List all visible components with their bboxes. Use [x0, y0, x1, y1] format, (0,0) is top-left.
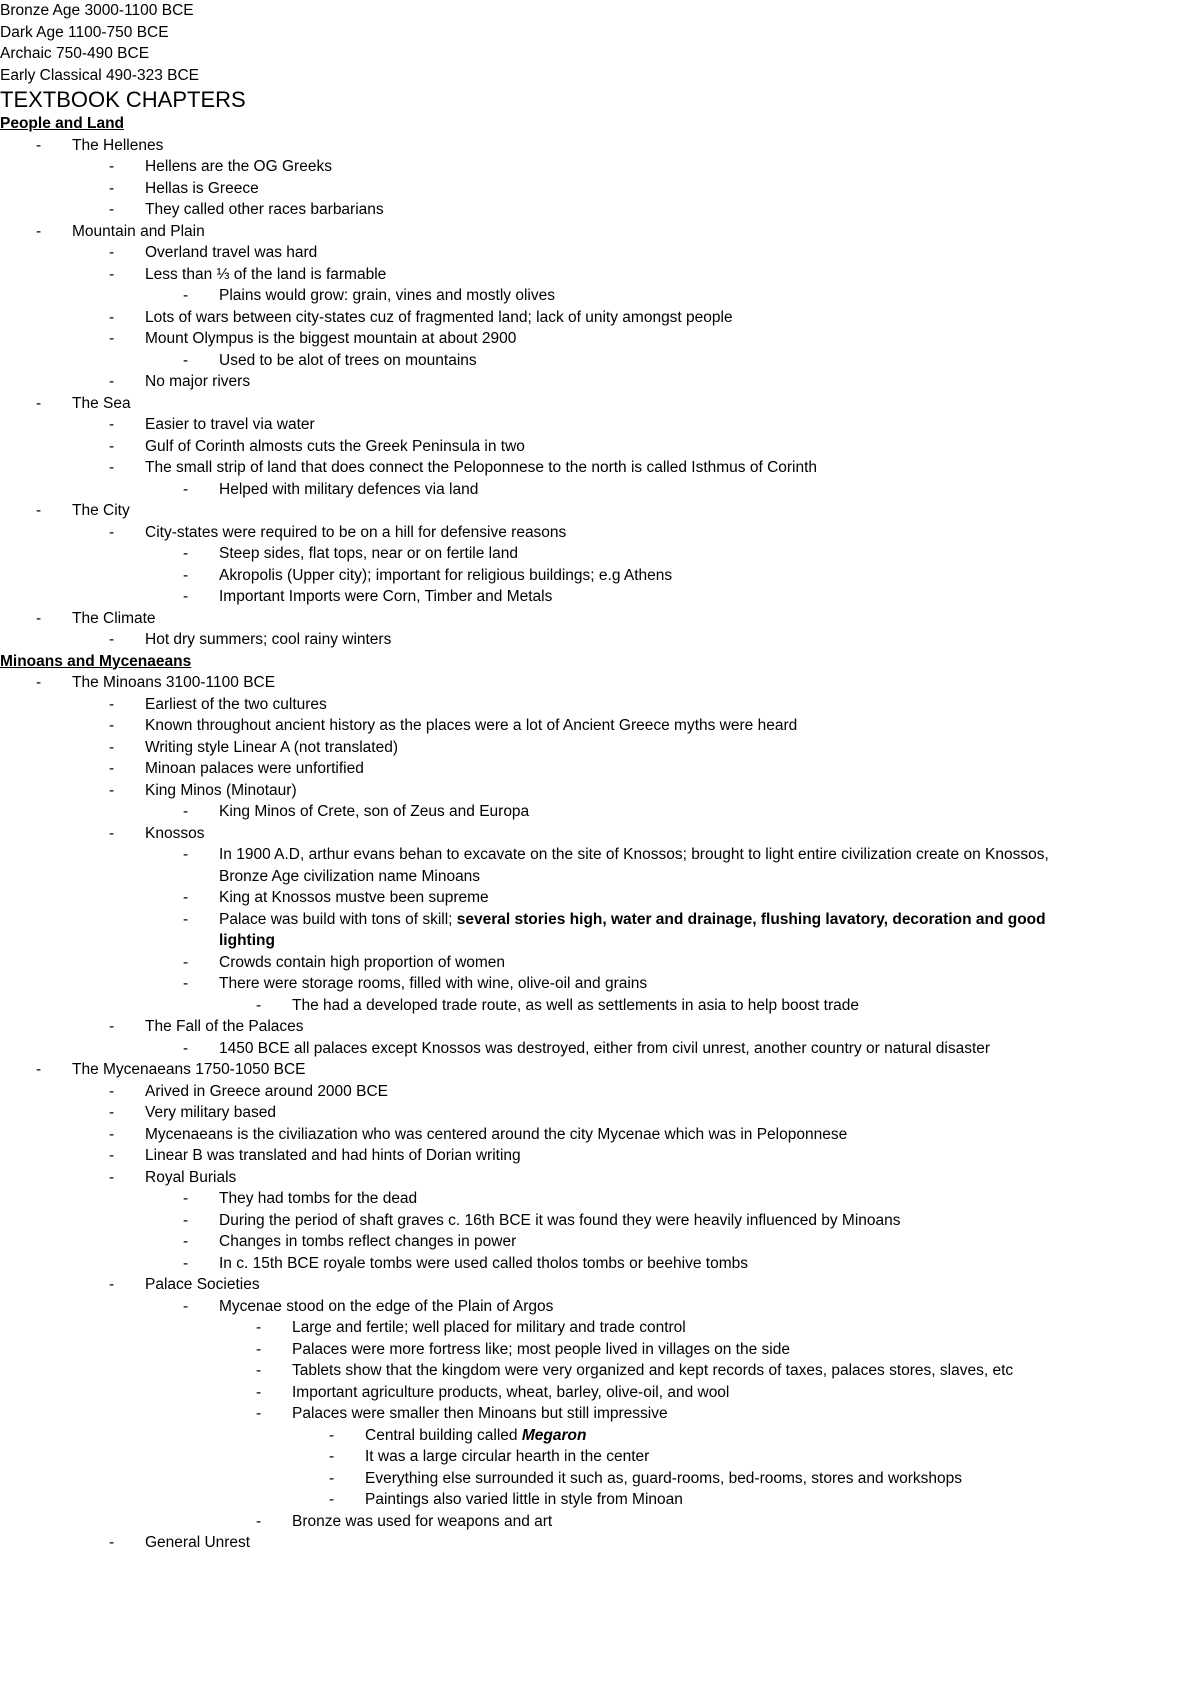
- bullet-dash: -: [109, 695, 115, 713]
- list-item: [0, 1382, 1200, 1404]
- bullet-dash: -: [109, 437, 115, 455]
- list-item-the-climate: [0, 608, 1200, 630]
- list-item: [0, 1468, 1200, 1490]
- list-item: [0, 715, 1200, 737]
- list-item: [0, 479, 1200, 501]
- bullet-dash: -: [109, 738, 115, 756]
- item-text: King at Knossos mustve been supreme: [219, 889, 489, 906]
- item-text: Large and fertile; well placed for military and trade control: [292, 1319, 686, 1336]
- item-text: Everything else surrounded it such as, guard-rooms, bed-rooms, stores and workshops: [365, 1469, 963, 1487]
- item-text: Minoan palaces were unfortified: [145, 760, 364, 777]
- bullet-dash: -: [256, 1319, 262, 1336]
- item-text: In c. 15th BCE royale tombs were used called tholos tombs or beehive tombs: [219, 1254, 748, 1272]
- item-text: Known throughout ancient history as the places were a lot of Ancient Greece myths were heard: [145, 717, 798, 734]
- list-item: [0, 995, 1200, 1017]
- item-text: Tablets show that the kingdom were very organized and kept records of taxes, palaces stores, slaves, etc: [292, 1362, 1014, 1379]
- list-item: [0, 1124, 1200, 1146]
- list-item: [0, 1210, 1200, 1232]
- item-text: Mycenae stood on the edge of the Plain of Argos: [219, 1297, 554, 1315]
- list-item-the-mycenaeans: [0, 1059, 1200, 1081]
- item-text-bold: several stories high, water and drainage, flushing lavatory, decoration and good lighting: [219, 910, 1046, 949]
- bullet-dash: -: [183, 889, 189, 906]
- timeline-entry: Bronze Age 3000-1100 BCE: [0, 2, 194, 19]
- list-item: [0, 156, 1200, 178]
- bullet-dash: -: [109, 824, 115, 842]
- timeline-entry: Archaic 750-490 BCE: [0, 45, 150, 62]
- item-text: King Minos of Crete, son of Zeus and Europa: [219, 803, 530, 820]
- bullet-dash: -: [183, 287, 189, 304]
- bullet-dash: -: [329, 1426, 335, 1444]
- bullet-dash: -: [183, 846, 189, 863]
- item-text: [219, 909, 1079, 952]
- list-item: [0, 1231, 1200, 1253]
- list-item: [0, 1360, 1200, 1382]
- list-item-the-sea: [0, 393, 1200, 415]
- item-text-plain: Palace was build with tons of skill;: [219, 910, 457, 928]
- bullet-dash: -: [109, 1534, 115, 1551]
- item-text: The Sea: [72, 394, 131, 412]
- bullet-dash: -: [36, 1061, 42, 1078]
- bullet-dash: -: [109, 179, 115, 197]
- item-text-bold-italic: Megaron: [521, 1426, 587, 1444]
- item-text: Knossos: [145, 824, 205, 842]
- list-item-mountain-and-plain: [0, 221, 1200, 243]
- list-item: [0, 522, 1200, 544]
- bullet-dash: -: [183, 975, 189, 992]
- bullet-dash: -: [109, 1018, 115, 1035]
- item-text: Important Imports were Corn, Timber and Metals: [219, 588, 553, 605]
- list-item: [0, 694, 1200, 716]
- list-item: [0, 307, 1200, 329]
- item-text: Paintings also varied little in style from Minoan: [365, 1491, 683, 1508]
- list-item: [0, 1102, 1200, 1124]
- list-item: [0, 264, 1200, 286]
- item-text: The Mycenaeans 1750-1050 BCE: [72, 1061, 306, 1078]
- bullet-dash: -: [109, 1147, 115, 1164]
- bullet-dash: -: [109, 373, 115, 390]
- list-item: [0, 436, 1200, 458]
- item-text: Mountain and Plain: [72, 222, 205, 240]
- item-text: Steep sides, flat tops, near or on fertile land: [219, 545, 518, 562]
- item-text: The small strip of land that does connect the Peloponnese to the north is called Isthmus of Corinth: [145, 459, 818, 476]
- bullet-dash: -: [109, 158, 115, 175]
- item-text: General Unrest: [145, 1534, 251, 1551]
- bullet-dash: -: [183, 1233, 189, 1250]
- item-text: The Climate: [72, 609, 156, 627]
- list-item: [0, 1489, 1200, 1511]
- bullet-dash: -: [329, 1469, 335, 1487]
- bullet-dash: -: [183, 545, 189, 562]
- item-text: The Minoans 3100-1100 BCE: [72, 674, 276, 691]
- document-title: TEXTBOOK CHAPTERS: [0, 87, 246, 112]
- item-text: Palaces were more fortress like; most people lived in villages on the side: [292, 1340, 790, 1358]
- bullet-dash: -: [183, 910, 189, 928]
- bullet-dash: -: [36, 222, 42, 240]
- bullet-dash: -: [109, 265, 115, 283]
- bullet-dash: -: [109, 760, 115, 777]
- list-item-hellenes: [0, 135, 1200, 157]
- list-item: [0, 758, 1200, 780]
- list-item: [0, 1446, 1200, 1468]
- item-text: City-states were required to be on a hill for defensive reasons: [145, 523, 567, 541]
- item-text: The City: [72, 502, 130, 519]
- list-item: [0, 737, 1200, 759]
- item-text: Overland travel was hard: [145, 244, 318, 261]
- list-item-the-minoans: [0, 672, 1200, 694]
- item-text: During the period of shaft graves c. 16th BCE it was found they were heavily influenced by Minoans: [219, 1211, 901, 1229]
- bullet-dash: -: [109, 244, 115, 261]
- bullet-dash: -: [109, 201, 115, 218]
- list-item: [0, 973, 1200, 995]
- item-text: Palaces were smaller then Minoans but still impressive: [292, 1405, 668, 1422]
- list-item: [0, 952, 1200, 974]
- bullet-dash: -: [183, 953, 189, 971]
- bullet-dash: -: [183, 1190, 189, 1207]
- bullet-dash: -: [109, 1168, 115, 1186]
- bullet-dash: -: [183, 1297, 189, 1315]
- bullet-dash: -: [109, 1104, 115, 1121]
- item-text: [365, 1425, 586, 1447]
- item-text: Gulf of Corinth almosts cuts the Greek Peninsula in two: [145, 437, 525, 455]
- bullet-dash: -: [36, 502, 42, 519]
- item-text: Writing style Linear A (not translated): [145, 738, 399, 756]
- bullet-dash: -: [109, 781, 115, 799]
- list-item: [0, 801, 1200, 823]
- list-item: [0, 1317, 1200, 1339]
- list-item: [0, 1403, 1200, 1425]
- item-text: Very military based: [145, 1104, 276, 1121]
- item-text: Hot dry summers; cool rainy winters: [145, 631, 392, 648]
- bullet-dash: -: [183, 1039, 189, 1057]
- list-item: [0, 909, 1200, 952]
- item-text: Mycenaeans is the civiliazation who was centered around the city Mycenae which was in Peloponnese: [145, 1125, 848, 1143]
- item-text: No major rivers: [145, 373, 251, 390]
- list-item: [0, 543, 1200, 565]
- bullet-dash: -: [109, 459, 115, 476]
- bullet-dash: -: [183, 1211, 189, 1229]
- bullet-dash: -: [329, 1491, 335, 1508]
- item-text: The Hellenes: [72, 136, 164, 154]
- list-item: [0, 1145, 1200, 1167]
- item-text: Important agriculture products, wheat, barley, olive-oil, and wool: [292, 1383, 730, 1401]
- list-item: [0, 328, 1200, 350]
- bullet-dash: -: [256, 1512, 262, 1530]
- list-item: [0, 285, 1200, 307]
- bullet-dash: -: [109, 717, 115, 734]
- list-item: [0, 565, 1200, 587]
- list-item-knossos: [0, 823, 1200, 845]
- bullet-dash: -: [36, 674, 42, 691]
- timeline-entry: Dark Age 1100-750 BCE: [0, 23, 169, 41]
- item-text: Hellas is Greece: [145, 179, 259, 197]
- bullet-dash: -: [256, 1340, 262, 1358]
- list-item: [0, 1296, 1200, 1318]
- list-item: [0, 586, 1200, 608]
- item-text: They called other races barbarians: [145, 201, 384, 218]
- list-item: [0, 199, 1200, 221]
- bullet-dash: -: [183, 588, 189, 605]
- bullet-dash: -: [109, 330, 115, 347]
- list-item-the-city: [0, 500, 1200, 522]
- item-text: 1450 BCE all palaces except Knossos was destroyed, either from civil unrest, another country or natural disaster: [219, 1039, 991, 1057]
- item-text: Linear B was translated and had hints of Dorian writing: [145, 1147, 521, 1164]
- item-text: Hellens are the OG Greeks: [145, 158, 332, 175]
- bullet-dash: -: [109, 308, 115, 326]
- item-text: The had a developed trade route, as well as settlements in asia to help boost trade: [292, 996, 859, 1014]
- list-item: [0, 1038, 1200, 1060]
- list-item: [0, 887, 1200, 909]
- bullet-dash: -: [109, 1125, 115, 1143]
- list-item: [0, 371, 1200, 393]
- bullet-dash: -: [183, 803, 189, 820]
- item-text: Earliest of the two cultures: [145, 695, 327, 713]
- item-text: Less than ⅓ of the land is farmable: [145, 265, 387, 283]
- list-item: [0, 1511, 1200, 1533]
- item-text: King Minos (Minotaur): [145, 781, 297, 799]
- list-item: [0, 1339, 1200, 1361]
- list-item-royal-burials: [0, 1167, 1200, 1189]
- list-item-fall-of-palaces: [0, 1016, 1200, 1038]
- section-heading-people-and-land: People and Land: [0, 115, 125, 132]
- item-text: Easier to travel via water: [145, 416, 315, 433]
- list-item-palace-societies: [0, 1274, 1200, 1296]
- bullet-dash: -: [183, 480, 189, 498]
- list-item: [0, 1253, 1200, 1275]
- list-item: [0, 178, 1200, 200]
- item-text: Royal Burials: [145, 1168, 237, 1186]
- bullet-dash: -: [36, 394, 42, 412]
- bullet-dash: -: [183, 1254, 189, 1272]
- bullet-dash: -: [109, 523, 115, 541]
- item-text: Crowds contain high proportion of women: [219, 953, 506, 971]
- bullet-dash: -: [329, 1448, 335, 1465]
- item-text: The Fall of the Palaces: [145, 1018, 304, 1035]
- item-text-plain: Central building called: [365, 1426, 522, 1444]
- item-text: Helped with military defences via land: [219, 480, 479, 498]
- bullet-dash: -: [256, 996, 262, 1014]
- bullet-dash: -: [36, 609, 42, 627]
- item-text: Changes in tombs reflect changes in power: [219, 1233, 517, 1250]
- list-item: [0, 1081, 1200, 1103]
- item-text: Bronze was used for weapons and art: [292, 1512, 553, 1530]
- list-item: [0, 780, 1200, 802]
- bullet-dash: -: [256, 1383, 262, 1401]
- bullet-dash: -: [256, 1362, 262, 1379]
- list-item: [0, 242, 1200, 264]
- item-text: It was a large circular hearth in the center: [365, 1448, 650, 1465]
- item-text: Used to be alot of trees on mountains: [219, 351, 477, 369]
- item-text: Palace Societies: [145, 1276, 260, 1293]
- bullet-dash: -: [36, 136, 42, 154]
- bullet-dash: -: [183, 351, 189, 369]
- list-item: [0, 457, 1200, 479]
- bullet-dash: -: [109, 631, 115, 648]
- timeline-entry: Early Classical 490-323 BCE: [0, 66, 200, 84]
- list-item: [0, 414, 1200, 436]
- item-text: Mount Olympus is the biggest mountain at about 2900: [145, 330, 517, 347]
- item-text: In 1900 A.D, arthur evans behan to excavate on the site of Knossos; brought to light entire civilization create on Knossos, Bronze Age civilization name Minoans: [219, 846, 1049, 885]
- bullet-dash: -: [109, 1082, 115, 1100]
- list-item: [0, 1425, 1200, 1447]
- bullet-dash: -: [109, 1276, 115, 1293]
- item-text: Plains would grow: grain, vines and mostly olives: [219, 287, 555, 304]
- item-text: Akropolis (Upper city); important for religious buildings; e.g Athens: [219, 566, 673, 584]
- bullet-dash: -: [183, 566, 189, 584]
- item-text: Arived in Greece around 2000 BCE: [145, 1082, 388, 1100]
- item-text: There were storage rooms, filled with wine, olive-oil and grains: [219, 975, 648, 992]
- list-item: [0, 350, 1200, 372]
- bullet-dash: -: [109, 416, 115, 433]
- item-text: Lots of wars between city-states cuz of fragmented land; lack of unity amongst people: [145, 308, 733, 326]
- item-text: They had tombs for the dead: [219, 1190, 418, 1207]
- list-item: [0, 629, 1200, 651]
- list-item: [0, 1188, 1200, 1210]
- section-heading-minoans-and-mycenaeans: Minoans and Mycenaeans: [0, 652, 192, 670]
- list-item: [0, 844, 1200, 887]
- list-item-general-unrest: [0, 1532, 1200, 1554]
- bullet-dash: -: [256, 1405, 262, 1422]
